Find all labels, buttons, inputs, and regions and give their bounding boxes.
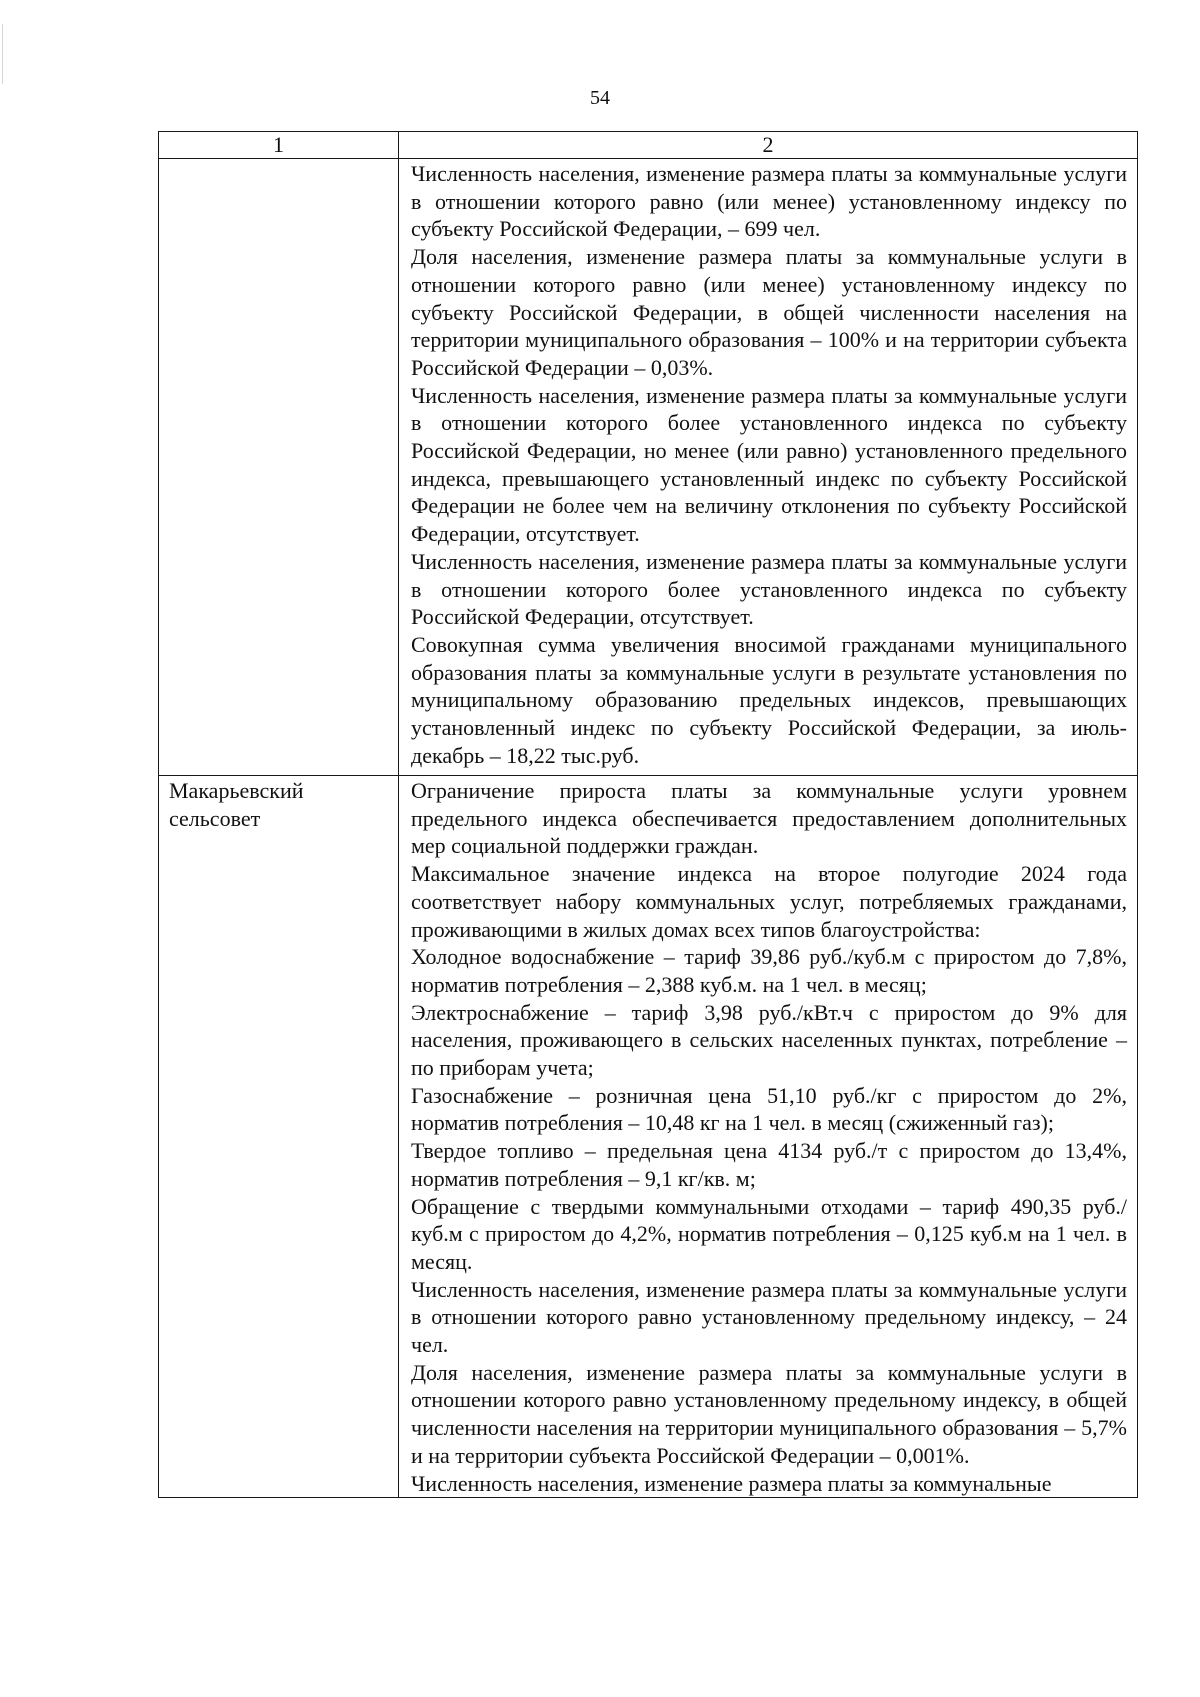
row-2-paragraph-1: Ограничение прироста платы за коммунальные услуги уровнем предельного индекса обеспечивается предоставлением дополнительных мер социальной поддержки граждан. <box>411 778 1127 859</box>
scan-edge-mark <box>2 24 6 84</box>
row-2-paragraph-3: Холодное водоснабжение – тариф 39,86 руб./куб.м с приростом до 7,8%, норматив потребления – 2,388 куб.м. на 1 чел. в месяц; <box>411 944 1127 997</box>
row-2-description-cell <box>399 776 1138 1498</box>
row-1-paragraph-1: Численность населения, изменение размера платы за коммунальные услуги в отношении которого равно (или менее) установленному индексу по субъекту Российской Федерации, – 699 чел. <box>411 161 1127 242</box>
document-table <box>158 131 1138 1498</box>
row-2-paragraph-5: Газоснабжение – розничная цена 51,10 руб./кг с приростом до 2%, норматив потребления – 10,48 кг на 1 чел. в месяц (сжиженный газ); <box>411 1082 1127 1136</box>
row-1-paragraph-3: Численность населения, изменение размера платы за коммунальные услуги в отношении которого более установленного индекса по субъекту Российской Федерации, но менее (или равно) установленного предельного индекса, превышающего установленный индекс по субъекту Российской Федерации не более чем на величину отклонения по субъекту Российской Федерации, отсутствует. <box>411 382 1127 547</box>
row-1-paragraph-2: Доля населения, изменение размера платы за коммунальные услуги в отношении которого равно (или менее) установленному индексу по субъекту Российской Федерации, в общей численности населения на территории муниципального образования – 100% и на территории субъекта Российской Федерации – 0,03%. <box>411 244 1127 380</box>
table-header-row <box>159 132 1138 159</box>
row-1-paragraph-4: Численность населения, изменение размера платы за коммунальные услуги в отношении которого более установленного индекса по субъекту Российской Федерации, отсутствует. <box>411 548 1127 630</box>
row-2-paragraph-6: Твердое топливо – предельная цена 4134 руб./т с приростом до 13,4%, норматив потребления – 9,1 кг/кв. м; <box>411 1138 1127 1191</box>
column-header-2: 2 <box>399 132 1138 159</box>
row-1-description-cell <box>399 159 1138 776</box>
row-2-paragraph-4: Электроснабжение – тариф 3,98 руб./кВт.ч с приростом до 9% для населения, проживающего в сельских населенных пунктах, потребление – по приборам учета; <box>411 999 1127 1081</box>
row-2-municipality-cell: Макарьевский сельсовет <box>159 776 399 1498</box>
row-2-paragraph-10: Численность населения, изменение размера платы за коммунальные <box>411 1470 1052 1496</box>
page-number: 54 <box>590 87 610 109</box>
row-2-paragraph-7: Обращение с твердыми коммунальными отходами – тариф 490,35 руб./куб.м с приростом до 4,2%, норматив потребления – 0,125 куб.м на 1 чел. в месяц. <box>411 1193 1127 1274</box>
row-2-paragraph-2: Максимальное значение индекса на второе полугодие 2024 года соответствует набору коммунальных услуг, потребляемых гражданами, проживающими в жилых домах всех типов благоустройства: <box>411 861 1127 942</box>
table-row <box>159 776 1138 1498</box>
column-header-1: 1 <box>159 132 399 159</box>
table-row <box>159 159 1138 776</box>
row-1-municipality-cell <box>159 159 399 776</box>
row-2-paragraph-8: Численность населения, изменение размера платы за коммунальные услуги в отношении которого равно установленному предельному индексу, – 24 чел. <box>411 1276 1127 1358</box>
row-2-paragraph-9: Доля населения, изменение размера платы за коммунальные услуги в отношении которого равно установленному предельному индексу, в общей численности населения на территории муниципального образования – 5,7% и на территории субъекта Российской Федерации – 0,001%. <box>411 1359 1127 1468</box>
row-1-paragraph-5: Совокупная сумма увеличения вносимой гражданами муниципального образования платы за коммунальные услуги в результате установления по муниципальному образованию предельных индексов, превышающих установленный индекс по субъекту Российской Федерации, за июль-декабрь – 18,22 тыс.руб. <box>411 631 1127 768</box>
